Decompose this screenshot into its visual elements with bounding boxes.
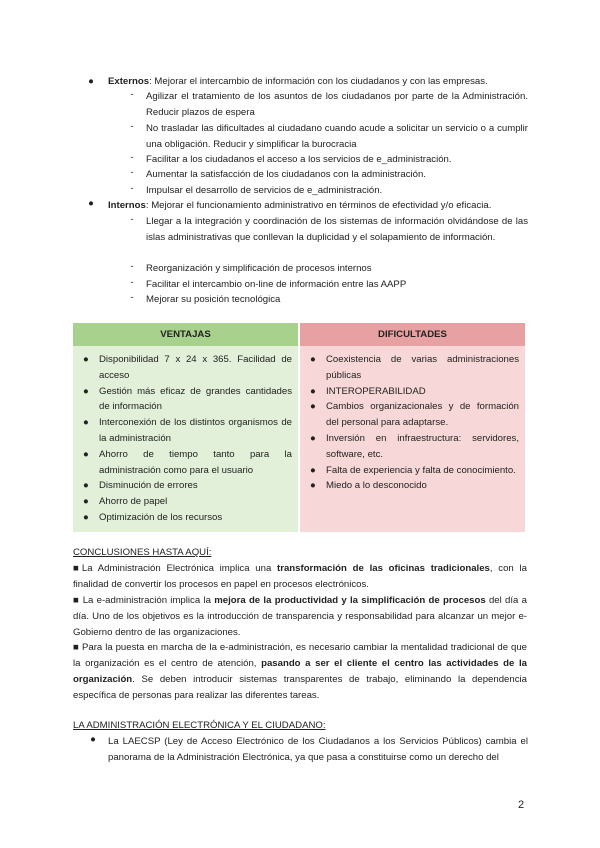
bullet-icon: ● [83,448,89,460]
conclusiones-heading: CONCLUSIONES HASTA AQUÍ: [73,547,212,558]
dash-icon: - [130,292,134,303]
list-item: ● Falta de experiencia y falta de conocimiento. [308,463,519,479]
bullet-icon: ● [83,354,89,365]
list-item: ● Disponibilidad 7 x 24 x 365. Facilidad de acceso [83,354,292,381]
bullet-icon: ● [310,385,316,397]
bullet-icon: ● [310,480,316,492]
list-item: ● Inversión en infraestructura: servidores, software, etc. [310,432,519,460]
externos-item: Facilitar a los ciudadanos el acceso a los servicios de e_administración. [146,154,452,165]
dash-icon: - [130,261,134,272]
dificultades-header: DIFICULTADES [299,323,525,346]
list-item: ● Interconexión de los distintos organismos de la administración [83,417,292,444]
internos-paragraph [108,198,538,214]
internos-item: Reorganización y simplificación de procesos internos [146,263,372,274]
ventajas-dificultades-table [73,323,525,532]
externos-item: Aumentar la satisfacción de los ciudadanos con la administración. [146,169,426,180]
externos-item: Impulsar el desarrollo de servicios de e_administración. [146,185,383,196]
admin-item: La LAECSP (Ley de Acceso Electrónico de los Ciudadanos a los Servicios Públicos) cambia el panorama de la Administración Electrónica, ya que pasa a constituirse como un derecho del [108,736,528,763]
bullet-icon: ● [88,76,94,87]
list-item: ● Ahorro de tiempo tanto para la administración como para el usuario [83,448,292,476]
square-bullet-icon: ■ [73,563,82,574]
bullet-icon: ● [83,480,89,492]
dash-icon: - [130,89,134,100]
internos-item: Mejorar su posición tecnológica [146,294,281,305]
externos-paragraph [108,74,538,90]
internos-label: Internos [108,200,146,211]
bullet-icon: ● [310,432,316,444]
list-item: ● Miedo a lo desconocido [308,478,519,494]
list-item: ● INTEROPERABILIDAD [308,384,519,400]
internos-text: : Mejorar el funcionamiento administrativo en términos de efectividad y/o eficacia. [145,200,492,211]
bullet-icon: ● [83,417,89,429]
list-item: ● Gestión más eficaz de grandes cantidades de información [83,385,292,413]
externos-item: No trasladar las dificultades al ciudadano cuando acude a solicitar un servicio o a cumplir una obligación. Reducir y simplificar la burocracia [146,123,528,150]
externos-item: Agilizar el tratamiento de los asuntos de los ciudadanos por parte de la Administración. Reducir plazos de espera [146,91,528,118]
bullet-icon: ● [83,385,89,397]
bullet-icon: ● [90,734,96,745]
externos-text: : Mejorar el intercambio de información con los ciudadanos y con las empresas. [149,76,488,87]
internos-item: Llegar a la integración y coordinación de los sistemas de información olvidándose de las islas administrativas que conllevan la duplicidad y el solapamiento de información. [146,216,528,243]
dash-icon: - [130,183,134,194]
bullet-icon: ● [88,198,94,209]
ventajas-header: VENTAJAS [73,323,299,346]
internos-item: Facilitar el intercambio on-line de información entre las AAPP [146,279,407,290]
dificultades-cell [299,346,525,532]
bullet-icon: ● [83,496,89,508]
dash-icon: - [130,214,134,225]
bullet-icon: ● [310,464,316,476]
list-item: ● Ahorro de papel [81,494,292,510]
bullet-icon: ● [83,511,89,523]
list-item: ● Coexistencia de varias administraciones públicas [310,354,519,381]
bullet-icon: ● [310,354,316,365]
list-item: ● Disminución de errores [81,478,292,494]
dash-icon: - [130,121,134,132]
list-item: ● Optimización de los recursos [81,510,292,526]
conclusiones-paragraph-2: ■ La e-administración implica la mejora de la productividad y la simplificación de procesos del día a día. Uno de los objetivos es la introducción de transparencia y responsabilidad para alcanzar un mejor e-Gobierno dentro de las organizaciones. [73,595,527,638]
admin-heading: LA ADMINISTRACIÓN ELECTRÓNICA Y EL CIUDADANO: [73,720,326,731]
bullet-icon: ● [310,401,316,413]
page-number: 2 [518,799,525,811]
dash-icon: - [130,277,134,288]
ventajas-cell [73,346,299,532]
dash-icon: - [130,167,134,178]
conclusiones-paragraph-1: ■La Administración Electrónica implica una transformación de las oficinas tradicionales, con la finalidad de convertir los procesos en papel en procesos electrónicos. [73,563,527,590]
dash-icon: - [130,152,134,163]
list-item: ● Cambios organizacionales y de formación del personal para adaptarse. [310,401,519,429]
square-bullet-icon: ■ [73,595,80,606]
externos-label: Externos [108,76,150,87]
square-bullet-icon: ■ [73,642,80,653]
conclusiones-paragraph-3: ■ Para la puesta en marcha de la e-administración, es necesario cambiar la mentalidad tradicional de que la organización es el centro de atención, pasando a ser el cliente el centro las actividades de la organización. Se deben introducir sistemas transparentes de trabajo, eliminando la dependencia específica de personas para realizar las diferentes tareas. [73,642,527,701]
